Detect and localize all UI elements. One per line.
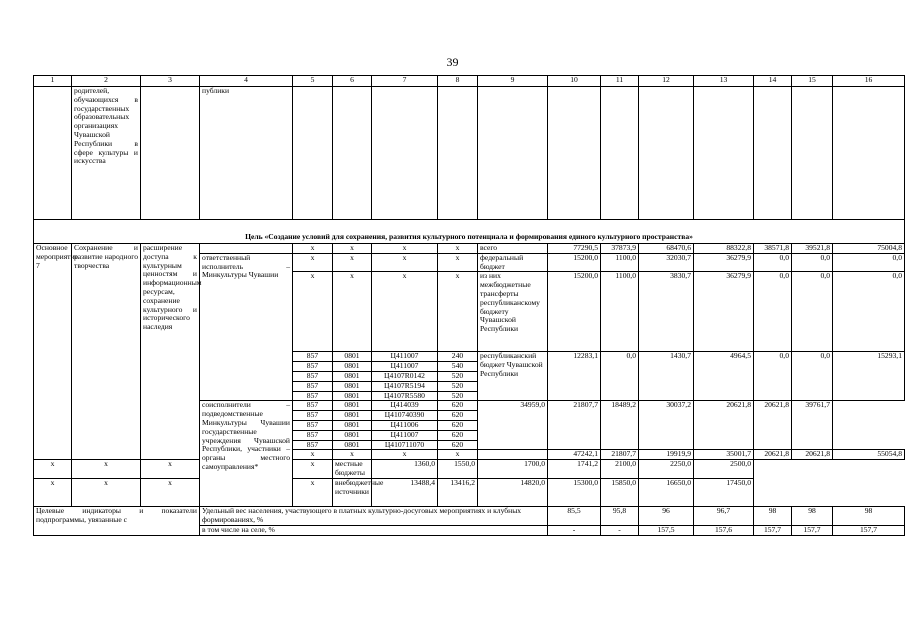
col-header: 9	[478, 76, 548, 87]
continuation-col4: публики	[200, 87, 293, 220]
indicator-row: Целевые индикаторы и показатели подпрограммы, увязанные с Удельный вес населения, участвующего в платных культурно-досуговых мероприятиях и клубных формированиях, % 85,5 95,8 96 96,7 98 98 98	[34, 507, 905, 526]
row-federal: ответственный исполнитель – Минкультуры Чувашии x x x x федеральный бюджет 15200,0 1100,0 32030,7 36279,9 0,0 0,0 0,0	[34, 253, 905, 272]
source-offbudget: внебюджетные источники	[333, 479, 372, 507]
row-total: Основное мероприятие 7 Сохранение и развитие народного творчества расширение доступа к культурным ценностям и информационным ресурсам, сохранение культурного и исторического наследия x x x x всего 77290,5 37873,9 68470,6 88322,8 38571,8 39521,8 75004,8	[34, 244, 905, 254]
goal-title: Цель «Создание условий для сохранения, развития культурного потенциала и формирования единого культурного пространства»	[34, 220, 905, 244]
co-executors: соисполнители – подведомственные Минкультуры Чувашии государственные учреждения Чувашской Республики, участники – органы местного самоуправления*	[200, 401, 293, 507]
header-row	[34, 76, 905, 87]
col-header: 15	[792, 76, 833, 87]
continuation-col2: родителей, обучающихся в государственных образовательных организациях Чувашской Республики в сфере культуры и искусства	[72, 87, 141, 220]
event-result: расширение доступа к культурным ценностям и информационным ресурсам, сохранение культурного и исторического наследия	[141, 244, 200, 460]
source-republic: республиканский бюджет Чувашской Республики	[478, 352, 548, 401]
row-republic-code: 857 0801 Ц411007 240 республиканский бюджет Чувашской Республики 12283,1 0,0 1430,7 4964,5 0,0 0,0 15293,1	[34, 352, 905, 362]
col-header: 11	[601, 76, 639, 87]
row-coexec-code: 857 0801 Ц411006 620	[34, 420, 905, 430]
col-header: 4	[200, 76, 293, 87]
col-header: 7	[372, 76, 438, 87]
row-local: x x x x местные бюджеты 1360,0 1550,0 1700,0 1741,2 2100,0 2250,0 2500,0	[34, 460, 905, 479]
col-header: 12	[639, 76, 694, 87]
row-coexec-code: 857 0801 Ц410711070 620	[34, 440, 905, 450]
row-offbudget: x x x x внебюджетные источники 13488,4 13416,2 14820,0 15300,0 15850,0 16650,0 17450,0	[34, 479, 905, 507]
row-republic-code: 857 0801 Ц4107R5194 520	[34, 381, 905, 391]
col-header: 6	[333, 76, 372, 87]
source-federal: федеральный бюджет	[478, 253, 548, 272]
event-name: Сохранение и развитие народного творчества	[72, 244, 141, 460]
col-header: 1	[34, 76, 72, 87]
goal-row	[34, 220, 905, 244]
responsible-executor: ответственный исполнитель – Минкультуры Чувашии	[200, 253, 293, 401]
col-header: 13	[694, 76, 754, 87]
col-header: 3	[141, 76, 200, 87]
row-subtotal: x x x x 47242,1 21807,7 19919,9 35001,7 20621,8 20621,8 55054,8	[34, 450, 905, 460]
col-header: 10	[548, 76, 601, 87]
row-republic-code: 857 0801 Ц4107R5580 520	[34, 391, 905, 401]
page-number: 39	[446, 55, 459, 69]
source-local: местные бюджеты	[333, 460, 372, 479]
col-header: 5	[293, 76, 333, 87]
col-header: 14	[754, 76, 792, 87]
indicator-row: в том числе на селе, % - - 157,5 157,6 157,7 157,7 157,7	[34, 525, 905, 535]
row-republic-code: 857 0801 Ц411007 540	[34, 362, 905, 372]
indicator-text: Удельный вес населения, участвующего в платных культурно-досуговых мероприятиях и клубных формированиях, %	[200, 507, 548, 526]
indicators-label: Целевые индикаторы и показатели подпрограммы, увязанные с	[34, 507, 200, 535]
source-total: всего	[478, 244, 548, 254]
row-coexec-code: соисполнители – подведомственные Минкультуры Чувашии государственные учреждения Чувашской Республики, участники – органы местного самоуправления* 857 0801 Ц414039 620 34959,0 21807,7 18489,2 30037,2 20621,8 20621,8 39761,7	[34, 401, 905, 411]
program-table	[33, 75, 905, 536]
row-coexec-code: 857 0801 Ц411007 620	[34, 430, 905, 440]
source-transfers: из них межбюджетные трансферты республиканскому бюджету Чувашской Республики	[478, 272, 548, 352]
col-header: 2	[72, 76, 141, 87]
row-coexec-code: 857 0801 Ц410740390 620	[34, 411, 905, 421]
event-number: Основное мероприятие 7	[34, 244, 72, 460]
row-republic-code: 857 0801 Ц4107R0142 520	[34, 371, 905, 381]
row-transfers: x x x x из них межбюджетные трансферты республиканскому бюджету Чувашской Республики 15200,0 1100,0 3830,7 36279,9 0,0 0,0 0,0	[34, 272, 905, 352]
indicator-text: в том числе на селе, %	[200, 525, 548, 535]
continuation-row	[34, 87, 905, 220]
col-header: 8	[438, 76, 478, 87]
col-header: 16	[833, 76, 905, 87]
